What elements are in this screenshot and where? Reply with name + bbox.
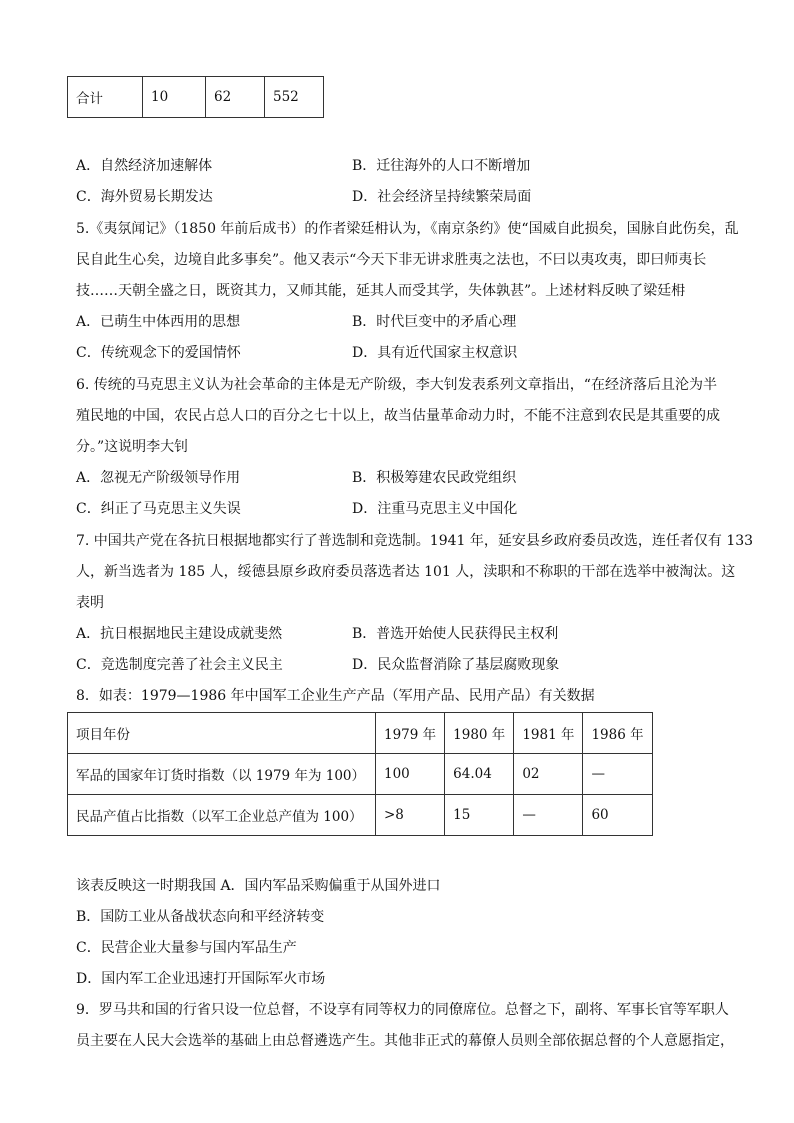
table-cell: >8	[376, 795, 445, 836]
table-cell: 15	[445, 795, 514, 836]
q5-option-a[interactable]: A．已萌生中体西用的思想	[76, 314, 241, 330]
q6-stem-line1: 6. 传统的马克思主义认为社会革命的主体是无产阶级，李大钊发表系列文章指出，“在经济落后且沦为半	[76, 377, 717, 393]
table-cell: 合计	[68, 77, 143, 118]
table-cell: 64.04	[445, 754, 514, 795]
q7-option-d[interactable]: D．民众监督消除了基层腐败现象	[352, 657, 560, 673]
table-cell: 100	[376, 754, 445, 795]
table-header-cell: 1980 年	[445, 713, 514, 754]
q9-stem-line1: 9．罗马共和国的行省只设一位总督，不设享有同等权力的同僚席位。总督之下，副将、军事长官等军职人	[76, 1002, 729, 1018]
q6-option-d[interactable]: D．注重马克思主义中国化	[352, 501, 518, 517]
q6-option-c[interactable]: C．纠正了马克思主义失误	[76, 501, 241, 517]
q5-stem-line3: 技……天朝全盛之日，既资其力，又师其能，延其人而受其学，失体孰甚”。上述材料反映了梁廷枏	[76, 283, 686, 299]
q6-option-a[interactable]: A．忽视无产阶级领导作用	[76, 470, 241, 486]
q8-option-c[interactable]: C．民营企业大量参与国内军品生产	[76, 940, 297, 956]
q7-stem-line2: 人，新当选者为 185 人，绥德县原乡政府委员落选者达 101 人，渎职和不称职的干部在选举中被淘汰。这	[76, 564, 736, 580]
table-cell: —	[583, 754, 652, 795]
table-cell: 60	[583, 795, 652, 836]
table-row	[68, 77, 324, 118]
q7-stem-line3: 表明	[76, 595, 104, 611]
table-header-cell: 项目年份	[68, 713, 376, 754]
q8-stem-option-a[interactable]: 该表反映这一时期我国 A．国内军品采购偏重于从国外进口	[76, 878, 441, 894]
q4-option-a[interactable]: A．自然经济加速解体	[76, 158, 213, 174]
q5-stem-line2: 民自此生心矣，边境自此多事矣”。他又表示“今天下非无讲求胜夷之法也，不曰以夷攻夷，即曰师夷长	[76, 252, 707, 268]
q5-stem-line1: 5.《夷氛闻记》（1850 年前后成书）的作者梁廷枏认为，《南京条约》使“国威自此损矣，国脉自此伤矣，乱	[76, 221, 739, 237]
q7-option-a[interactable]: A．抗日根据地民主建设成就斐然	[76, 626, 283, 642]
table-header-cell: 1981 年	[514, 713, 583, 754]
q7-stem-line1: 7. 中国共产党在各抗日根据地都实行了普选制和竞选制。1941 年，延安县乡政府委员改选，连任者仅有 133	[76, 533, 754, 549]
table-header-cell: 1986 年	[583, 713, 652, 754]
table-row	[68, 754, 653, 795]
q7-option-c[interactable]: C．竞选制度完善了社会主义民主	[76, 657, 283, 673]
q4-option-d[interactable]: D．社会经济呈持续繁荣局面	[352, 189, 532, 205]
q5-option-b[interactable]: B．时代巨变中的矛盾心理	[352, 314, 517, 330]
table-cell: 10	[143, 77, 206, 118]
table-cell: 62	[206, 77, 265, 118]
table-cell: —	[514, 795, 583, 836]
q5-option-d[interactable]: D．具有近代国家主权意识	[352, 345, 518, 361]
q8-option-d[interactable]: D．国内军工企业迅速打开国际军火市场	[76, 971, 326, 987]
table-cell: 军品的国家年订货时指数（以 1979 年为 100）	[68, 754, 376, 795]
q7-option-b[interactable]: B．普选开始使人民获得民主权利	[352, 626, 559, 642]
q4-option-c[interactable]: C．海外贸易长期发达	[76, 189, 213, 205]
data-table-1	[67, 76, 324, 118]
table-cell: 02	[514, 754, 583, 795]
q6-option-b[interactable]: B．积极筹建农民政党组织	[352, 470, 517, 486]
table-row	[68, 795, 653, 836]
q4-option-b[interactable]: B．迁往海外的人口不断增加	[352, 158, 531, 174]
q6-stem-line3: 分。”这说明李大钊	[76, 439, 189, 455]
table-header-cell: 1979 年	[376, 713, 445, 754]
q8-option-b[interactable]: B．国防工业从备战状态向和平经济转变	[76, 909, 325, 925]
q6-stem-line2: 殖民地的中国，农民占总人口的百分之七十以上，故当估量革命动力时，不能不注意到农民是其重要的成	[76, 408, 720, 424]
data-table-2	[67, 712, 653, 836]
table-cell: 552	[265, 77, 324, 118]
q5-option-c[interactable]: C．传统观念下的爱国情怀	[76, 345, 241, 361]
q9-stem-line2: 员主要在人民大会选举的基础上由总督遴选产生。其他非正式的幕僚人员则全部依据总督的个人意愿指定，	[76, 1033, 734, 1049]
q8-intro: 8．如表：1979—1986 年中国军工企业生产产品（军用产品、民用产品）有关数据	[76, 688, 595, 704]
table-header-row	[68, 713, 653, 754]
table-cell: 民品产值占比指数（以军工企业总产值为 100）	[68, 795, 376, 836]
